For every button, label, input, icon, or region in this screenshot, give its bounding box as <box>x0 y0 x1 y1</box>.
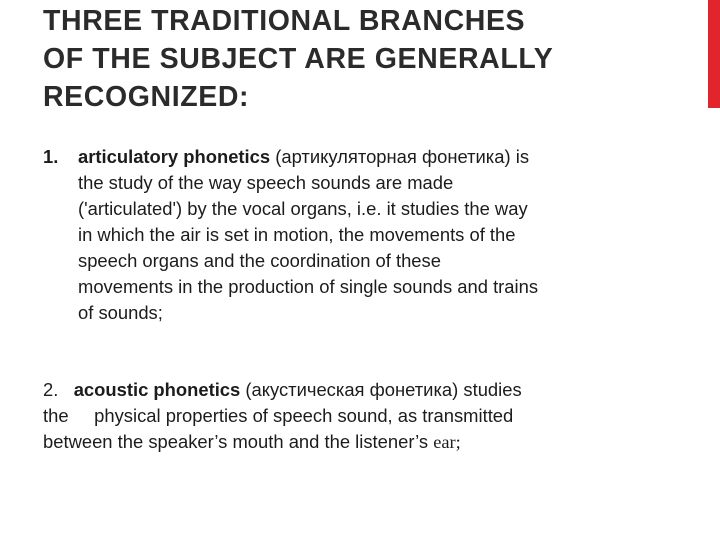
list-item-acoustic <box>43 377 663 455</box>
item-body <box>78 144 643 326</box>
item-text: the study of the way speech sounds are made <box>78 172 454 193</box>
item-text: the <box>43 405 69 426</box>
item-number: 2. <box>43 379 59 400</box>
item-text: of sounds; <box>78 302 163 323</box>
item-line <box>43 403 663 429</box>
list-item-articulatory <box>43 144 643 326</box>
item-term: acoustic phonetics <box>73 379 241 400</box>
item-text: physical properties of speech sound, as transmitted <box>94 405 514 426</box>
item-text: ear; <box>433 432 461 452</box>
item-text: in which the air is set in motion, the movements of the <box>78 224 516 245</box>
item-translation: (артикуляторная фонетика) <box>275 146 511 167</box>
item-translation: (акустическая фонетика) <box>245 379 459 400</box>
title-line-2: OF THE SUBJECT ARE GENERALLY <box>43 43 554 75</box>
item-text: ('articulated') by the vocal organs, i.e. it studies the way <box>78 198 528 219</box>
item-line <box>43 377 663 403</box>
item-text: is <box>515 146 530 167</box>
item-text: movements in the production of single sounds and trains <box>78 276 539 297</box>
item-number: 1. <box>43 146 59 167</box>
accent-bar <box>708 0 720 108</box>
title-line-3: RECOGNIZED: <box>43 81 250 113</box>
item-term: articulatory phonetics <box>78 146 271 167</box>
slide-title <box>43 2 693 116</box>
item-text: between the speaker’s mouth and the listener’s <box>43 431 429 452</box>
title-line-1: THREE TRADITIONAL BRANCHES <box>43 5 526 37</box>
item-line <box>43 429 663 455</box>
item-text: studies <box>463 379 522 400</box>
item-text: speech organs and the coordination of these <box>78 250 441 271</box>
